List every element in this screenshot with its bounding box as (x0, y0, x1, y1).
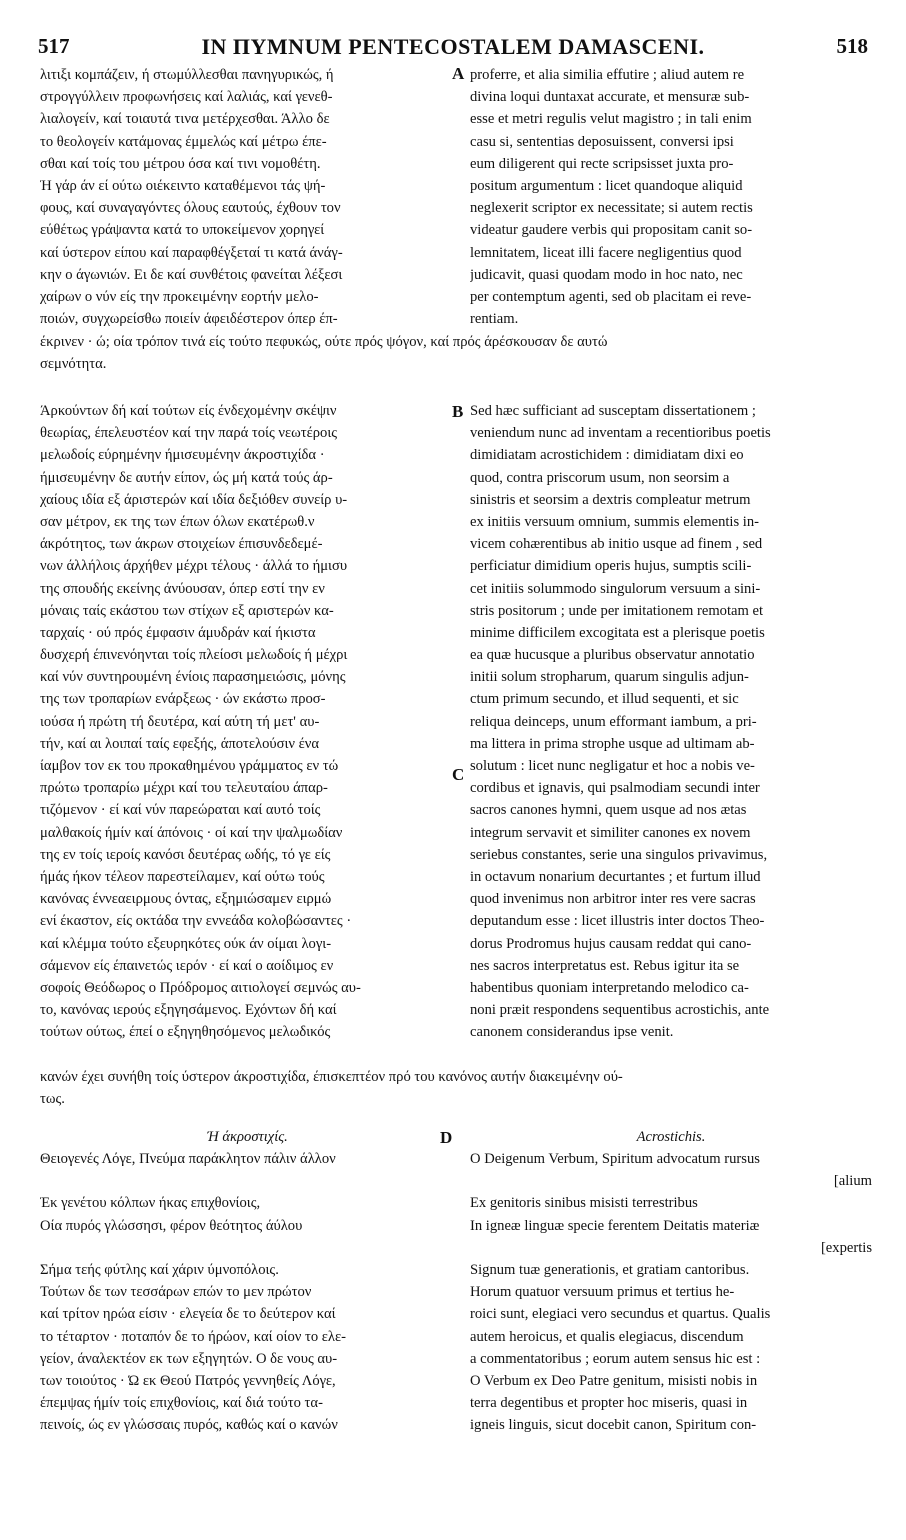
latin-line: autem heroicus, et qualis elegiacus, discendum (470, 1328, 744, 1345)
acrostic-heading-latin: Acrostichis. (636, 1129, 706, 1145)
greek-line: κην ο άγωνιών. Ει δε καί συνθέτοις φανείται λέξεσι (40, 266, 343, 283)
latin-line: cet initiis solummodo singulorum versuum a sini- (470, 580, 761, 597)
latin-line: Sed hæc sufficiant ad susceptam dissertationem ; (470, 403, 756, 419)
greek-line: άκρότητος, των άκρων στοιχείων έπισυνδεδεμέ- (40, 536, 323, 553)
greek-line: Θειογενές Λόγε, Πνεύμα παράκλητον πάλιν άλλον (40, 1151, 336, 1167)
running-title: IN ΠΥΜΝUM PENTECOSTALEM DAMASCENI. (201, 34, 705, 59)
greek-column-section-3 (40, 1148, 455, 1436)
latin-line: nes sacros interpretatus est. Rebus igitur ita se (470, 957, 740, 974)
latin-line: Ex genitoris sinibus misisti terrestribus (470, 1195, 698, 1212)
greek-line: θεωρίας, έπελευστέον καί την παρά τοίς νεωτέροις (40, 425, 338, 442)
latin-line: lemnitatem, liceat illi facere negligentius quod (470, 244, 742, 261)
latin-line: sinistris et seorsim a dextris compleatur metrum (470, 491, 751, 508)
greek-line: πεινοίς, ώς εν γλώσσαις πυρός, καθώς καί ο κανών (40, 1417, 338, 1434)
greek-line (40, 1237, 455, 1259)
latin-line: perficiatur dimidium operis hujus, sumptis scili- (470, 558, 752, 575)
greek-line: καί τρίτον ηρώα είσιν · ελεγεία δε το δεύτερον καί (40, 1306, 336, 1323)
greek-line: Έκ γενέτου κόλπων ήκας επιχθονίοις, (40, 1195, 261, 1212)
latin-line: proferre, et alia similia effutire ; aliud autem re (470, 67, 745, 83)
latin-line: ex initiis versuum omnium, summis elementis in- (470, 513, 760, 530)
greek-line: σεμνότητα. (40, 356, 107, 373)
greek-line: κανών έχει συνήθη τοίς ύστερον άκροστιχίδα, έπισκεπτέον πρό του κανόνος αυτήν διακειμένην ού- (40, 1069, 623, 1085)
greek-line: σαν μέτρον, εκ της των έπων όλων εκατέρωθ.ν (40, 513, 315, 530)
greek-line: καί κλέμμα τούτο εξευρηκότες ούκ άν οίμαι λογι- (40, 935, 332, 952)
greek-line: χαίους ιδία εξ άριστερών καί ιδία δεξιόθεν συνείρ υ- (40, 491, 348, 508)
latin-line-continuation: [alium (833, 1173, 872, 1190)
latin-line: terra degentibus et propter hoc miseris, quasi in (470, 1395, 748, 1412)
greek-column-section-1 (40, 64, 455, 330)
greek-line: τούτων ούτως, έπεί ο εξηγηθησόμενος μελωδικός (40, 1024, 331, 1041)
greek-full-width-section-2 (40, 1066, 872, 1110)
latin-line: rentiam. (470, 311, 519, 328)
latin-line: stris positorum ; unde per imitationem remotam et (470, 602, 764, 619)
greek-line: το θεολογείν κατάμονας έμμελώς καί μέτρω έπε- (40, 133, 327, 150)
latin-line: dorus Prodromus hujus causam reddat qui cano- (470, 935, 752, 952)
latin-line: neglexerit scriptor ex necessitate; si autem rectis (470, 200, 753, 217)
greek-line: ήμισευμένην δε αυτήν είπον, ώς μή κατά τούς άρ- (40, 469, 333, 486)
latin-column-section-1 (470, 64, 872, 330)
greek-line: φους, καί συναγαγόντες όλους εαυτούς, έχθουν τον (40, 200, 341, 217)
greek-line: καί ύστερον είπου καί παραφθέγξεταί τι κατά άνάγ- (40, 244, 343, 261)
greek-line: Τούτων δε των τεσσάρων επών το μεν πρώτον (40, 1284, 312, 1301)
latin-line: O Verbum ex Deo Patre genitum, misisti nobis in (470, 1372, 758, 1389)
greek-line: πρώτω τροπαρίω μέχρι καί του τελευταίου άπαρ- (40, 780, 328, 797)
greek-line: ενί έκαστον, είς οκτάδα την εννεάδα κολοβώσαντες · (40, 913, 352, 930)
greek-line: Σήμα τεής φύτλης καί χάριν ύμνοπόλοις. (40, 1261, 279, 1278)
latin-line: Signum tuæ generationis, et gratiam cantoribus. (470, 1261, 750, 1278)
latin-line-continuation: [expertis (820, 1239, 872, 1256)
latin-line: sacros canones hymni, quem usque ad nos ætas (470, 802, 747, 819)
latin-line: a commentatoribus ; eorum autem sensus hic est : (470, 1350, 761, 1367)
greek-line: Άρκούντων δή καί τούτων είς ένδεχομένην σκέψιν (40, 403, 337, 419)
latin-line: deputandum esse : licet illustris inter doctos Theo- (470, 913, 765, 930)
greek-line: της σπουδής εκείνης άνύουσαν, όπερ εστί την εν (40, 580, 325, 597)
greek-line: σοφοίς Θεόδωρος ο Πρόδρομος αιτιολογεί σεμνώς αυ- (40, 979, 361, 996)
greek-line: λιτιξι κομπάζειν, ή στωμύλλεσθαι πανηγυρικώς, ή (40, 67, 334, 83)
latin-line: solutum : licet nunc negligatur et hoc a nobis ve- (470, 758, 755, 774)
greek-column-section-2 (40, 400, 455, 1043)
latin-line: vicem cohærentibus ab initio usque ad finem , sed (470, 536, 763, 553)
latin-line: eum diligerent qui recte scripsisset juxta pro- (470, 155, 734, 172)
latin-line: in octavum nonarium decurtantes ; et furtum illud (470, 868, 761, 885)
greek-line: τιζόμενον · εί καί νύν παρεώραται καί αυτό τοίς (40, 802, 321, 819)
greek-line: το τέταρτον · ποταπόν δε το ήρώον, καί οίον το ελε- (40, 1328, 346, 1345)
latin-line: positum argumentum : licet quandoque aliquid (470, 177, 743, 194)
margin-marker-b: B (452, 402, 464, 421)
greek-line: ιούσα ή πρώτη τή δευτέρα, καί αύτη τή μετ' αυ- (40, 713, 320, 730)
greek-line: ίαμβον τον εκ του προκαθημένου γράμματος εν τώ (40, 758, 339, 774)
page-number-right: 518 (836, 34, 868, 58)
greek-line: μαλθακοίς ήμίν καί άπόνοις · οί καί την ψαλμωδίαν (40, 824, 343, 841)
latin-column-section-3 (470, 1148, 872, 1436)
greek-line: γείον, άναλεκτέον εκ των εξηγητών. Ο δε νους αυ- (40, 1350, 338, 1367)
latin-line: divina loqui duntaxat accurate, et mensuræ sub- (470, 89, 750, 106)
greek-line: έκρινεν · ώ; οία τρόπον τινά είς τούτο πεφυκώς, ούτε πρός ψόγον, καί πρός άρέσκουσαν δε αυτώ (40, 334, 608, 350)
latin-line: casu si, sententias deposuissent, conversi ipsi (470, 133, 734, 150)
latin-line: canonem considerandus ipse venit. (470, 1024, 674, 1041)
greek-line: μόναις ταίς εκάστου των στίχων εξ αριστερών κα- (40, 602, 334, 619)
greek-line: Οία πυρός γλώσσησι, φέρον θεότητος άύλου (40, 1217, 303, 1234)
latin-line: dimidiatam acrostichidem : dimidiatam dixi eo (470, 447, 744, 464)
latin-line: initii solum stropharum, quarum singulis adjun- (470, 669, 749, 686)
latin-column-section-2 (470, 400, 872, 1043)
latin-line: integrum servavit et similiter canones ex novem (470, 824, 751, 841)
greek-line: της εν τοίς ιεροίς κανόσι δευτέρας ωδής, τό γε είς (40, 846, 331, 863)
margin-marker-c: C (452, 765, 465, 784)
greek-line: ταρχαίς · ού πρός έμφασιν άμυδράν καί ήκιστα (40, 624, 316, 641)
margin-marker-a: A (452, 64, 465, 83)
latin-line: O Deigenum Verbum, Spiritum advocatum rursus (470, 1151, 760, 1167)
greek-line (40, 1170, 455, 1192)
latin-line: habentibus quoniam interpretando melodico ca- (470, 979, 749, 996)
latin-line: videatur gaudere verbis qui propositam canit so- (470, 222, 753, 239)
page-number-left: 517 (38, 34, 70, 58)
latin-line: judicavit, quasi quodam modo in hoc nato, nec (470, 266, 743, 283)
greek-full-width-section-1 (40, 331, 872, 375)
latin-line: noni præit respondens sequentibus acrostichis, ante (470, 1002, 770, 1019)
greek-line: ποιών, συγχωρείσθω ποιείν άφειδέστερον όπερ έπ- (40, 311, 338, 328)
latin-line: In igneæ linguæ specie ferentem Deitatis materiæ (470, 1217, 760, 1234)
greek-line: καί νύν συντηρουμένη ένίοις παρασημειώσις, μόνης (40, 669, 346, 686)
latin-line: ma littera in prima strophe usque ad ultimam ab- (470, 735, 755, 752)
greek-line: των τοιούτος · Ώ εκ Θεού Πατρός γεννηθείς Λόγε, (40, 1372, 336, 1389)
margin-marker-d: D (440, 1128, 453, 1147)
latin-line: quod, contra priscorum usum, non seorsim a (470, 469, 730, 486)
latin-line: reliqua deinceps, unum efformant iambum, a pri- (470, 713, 757, 730)
greek-line: εύθέτως γράψαντα κατά το υποκείμενον χορηγεί (40, 222, 325, 239)
latin-line: igneis linguis, sicut docebit canon, Spiritum con- (470, 1417, 757, 1434)
greek-line: σθαι καί τοίς του μέτρου όσα καί τινι νομοθέτη. (40, 155, 321, 172)
acrostic-heading-greek: Ή άκροστιχίς. (207, 1129, 288, 1145)
greek-line: τως. (40, 1091, 65, 1108)
latin-line: per contemptum agenti, sed ob placitam ei reve- (470, 288, 752, 305)
greek-line: κανόνας έννεαειρμους όντας, εξημιώσαμεν ειρμώ (40, 891, 332, 908)
greek-line: δυσχερή έπινενόηνται τοίς πλείοσι μελωδοίς ή μέχρι (40, 647, 348, 664)
greek-line: Ή γάρ άν εί ούτω οιέκειντο καταθέμενοι τάς ψή- (40, 177, 326, 194)
latin-line: cordibus et ignavis, qui psalmodiam secundi inter (470, 780, 760, 797)
greek-line: σάμενον είς έπαινετώς ιερόν · εί καί ο αοίδιμος εν (40, 957, 334, 974)
greek-line: ήμάς ήκον τέλεον παρεστείλαμεν, καί ούτω τούς (40, 868, 325, 885)
greek-line: στρογγύλλειν προφωνήσεις καί λαλιάς, καί γενεθ- (40, 89, 333, 106)
greek-line: νων άλλήλοις άρχήθεν μέχρι τέλους · άλλά το ήμισυ (40, 558, 348, 575)
latin-line: veniendum nunc ad inventam a recentioribus poetis (470, 425, 771, 442)
greek-line: χαίρων ο νύν είς την προκειμένην εορτήν μελο- (40, 288, 319, 305)
greek-line: λιαλογείν, καί τοιαυτά τινα μετέρχεσθαι. Άλλο δε (40, 111, 330, 128)
latin-line: roici sunt, elegiaci vero secundus et quartus. Qualis (470, 1306, 771, 1323)
latin-line: ctum primum secundo, et illud sequenti, et sic (470, 691, 739, 708)
latin-line: quod invenimus non arbitror inter res vere sacras (470, 891, 756, 908)
latin-line: minime difficilem excogitata est a plerisque poetis (470, 624, 765, 641)
greek-line: έπεμψας ήμίν τοίς επιχθονίοις, καί διά τούτο τα- (40, 1395, 323, 1412)
greek-line: τήν, καί αι λοιπαί ταίς εφεξής, άποτελούσιν ένα (40, 735, 320, 752)
latin-line: ea quæ hucusque a pluribus observatur annotatio (470, 647, 755, 664)
latin-line: seriebus constantes, serie una singulos privavimus, (470, 846, 768, 863)
greek-line: το, κανόνας ιερούς εξηγησάμενος. Εχόντων δή καί (40, 1002, 337, 1019)
latin-line: Horum quatuor versuum primus et tertius he- (470, 1284, 735, 1301)
greek-line: μελωδοίς εύρημένην ήμισευμένην άκροστιχίδα · (40, 447, 325, 464)
latin-line: esse et metri regulis velut magistro ; in tali enim (470, 111, 752, 128)
greek-line: της των τροπαρίων ενάρξεως · ών εκάστω προσ- (40, 691, 326, 708)
